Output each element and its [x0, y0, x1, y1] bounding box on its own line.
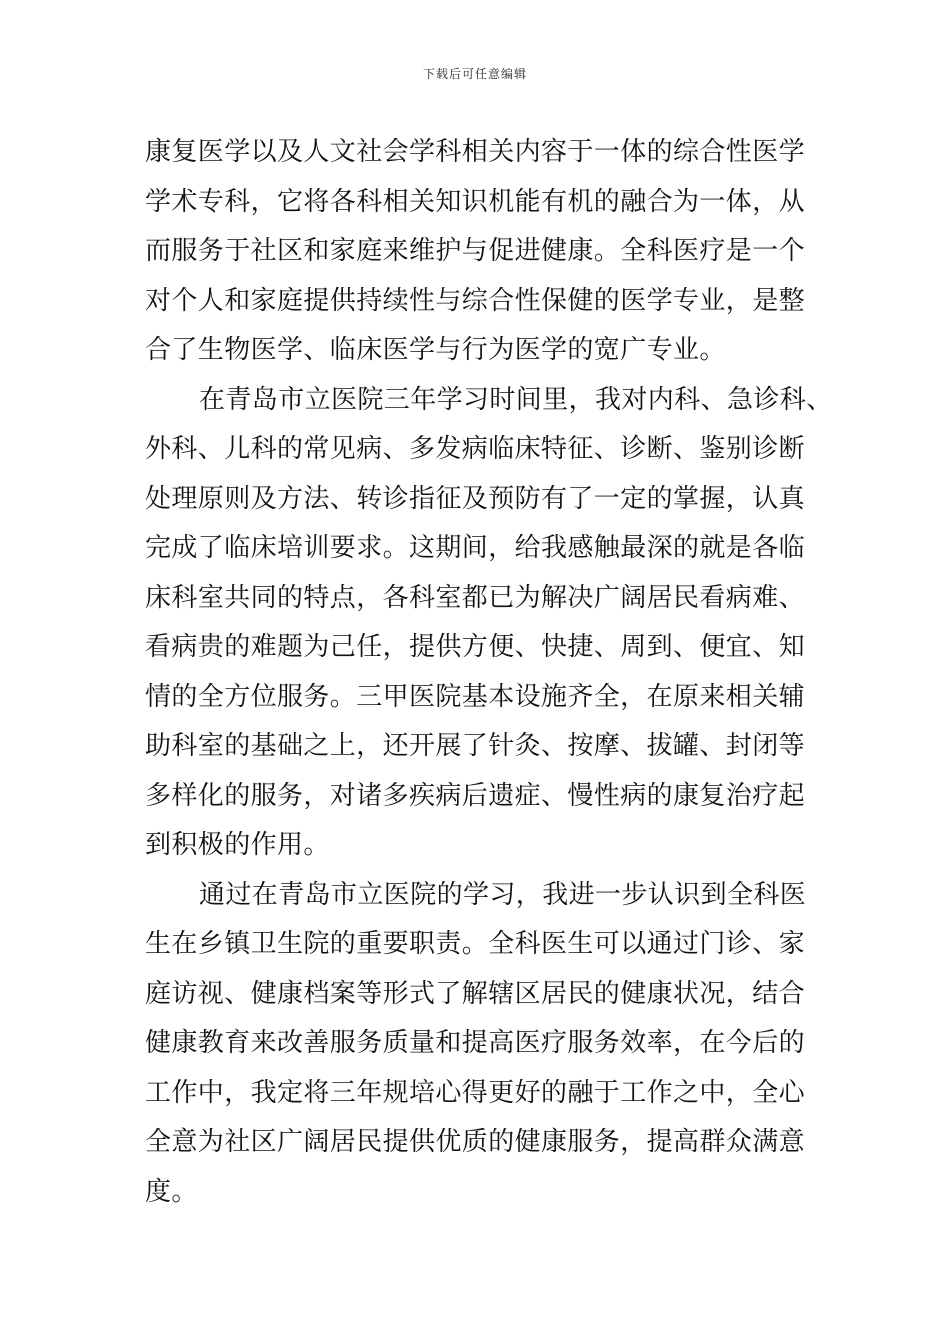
text-line: 对个人和家庭提供持续性与综合性保健的医学专业，是整 — [145, 285, 806, 316]
paragraph-first-line: 在青岛市立医院三年学习时间里，我对内科、急诊科、 — [199, 384, 833, 415]
text-line: 度。 — [145, 1176, 198, 1207]
text-line: 到积极的作用。 — [145, 830, 330, 860]
text-line: 生在乡镇卫生院的重要职责。全科医生可以通过门诊、家 — [145, 929, 806, 959]
text-line: 助科室的基础之上，还开展了针灸、按摩、拔罐、封闭等 — [145, 731, 806, 761]
text-line: 康复医学以及人文社会学科相关内容于一体的综合性医学 — [145, 137, 806, 167]
text-line: 学术专科，它将各科相关知识机能有机的融合为一体，从 — [145, 186, 806, 217]
text-line: 庭访视、健康档案等形式了解辖区居民的健康状况，结合 — [145, 978, 806, 1009]
text-line: 完成了临床培训要求。这期间，给我感触最深的就是各临 — [145, 533, 806, 563]
text-line: 合了生物医学、临床医学与行为医学的宽广专业。 — [145, 335, 726, 365]
text-line: 看病贵的难题为己任，提供方便、快捷、周到、便宜、知 — [145, 632, 806, 662]
text-line: 全意为社区广阔居民提供优质的健康服务，提高群众满意 — [145, 1127, 806, 1157]
text-line: 多样化的服务，对诸多疾病后遗症、慢性病的康复治疗起 — [145, 780, 806, 811]
text-line: 而服务于社区和家庭来维护与促进健康。全科医疗是一个 — [145, 236, 806, 266]
text-line: 健康教育来改善服务质量和提高医疗服务效率，在今后的 — [145, 1028, 806, 1058]
header-note: 下载后可任意编辑 — [422, 67, 527, 81]
text-line: 情的全方位服务。三甲医院基本设施齐全，在原来相关辅 — [145, 681, 806, 712]
text-line: 床科室共同的特点，各科室都已为解决广阔居民看病难、 — [145, 582, 806, 613]
text-line: 处理原则及方法、转诊指征及预防有了一定的掌握，认真 — [145, 483, 806, 514]
paragraph-first-line: 通过在青岛市立医院的学习，我进一步认识到全科医 — [199, 879, 807, 910]
text-line: 外科、儿科的常见病、多发病临床特征、诊断、鉴别诊断 — [145, 434, 806, 464]
body-text — [145, 128, 833, 1217]
text-line: 工作中，我定将三年规培心得更好的融于工作之中，全心 — [145, 1077, 806, 1108]
